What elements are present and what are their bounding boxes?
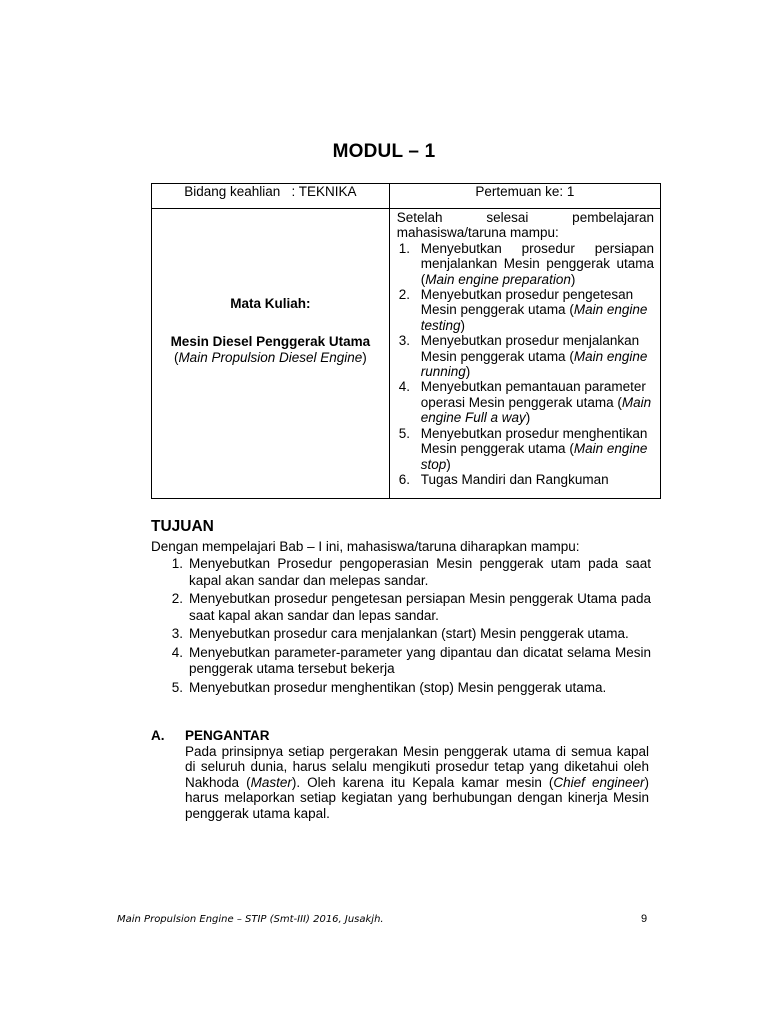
objectives-list [397,241,654,488]
course-subtitle [152,350,389,366]
page-number: 9 [641,913,648,925]
list-item: 3. Menyebutkan prosedur cara menjalankan (start) Mesin penggerak utama. [171,626,629,641]
bidang-keahlian-text: Bidang keahlian : TEKNIKA [184,184,357,199]
list-item: 2. Menyebutkan prosedur pengetesan Mesin penggerak utama (Main engine testing) [398,287,648,333]
list-item: 1. Menyebutkan prosedur persiapan menjalankan Mesin penggerak utama (Main engine preparation) [398,240,654,287]
list-item: 5. Menyebutkan prosedur menghentikan (stop) Mesin penggerak utama. [171,679,607,695]
paren-close: ) [362,350,367,365]
course-subtitle-english: Main Propulsion Diesel Engine [178,350,363,365]
tujuan-heading: TUJUAN [151,518,214,535]
bidang-keahlian-cell [152,184,390,209]
mata-kuliah-cell [152,209,390,499]
list-item: 6. Tugas Mandiri dan Rangkuman [398,471,609,487]
module-title: MODUL – 1 [332,141,436,162]
paren-open: ( [173,350,179,365]
list-item: 4. Menyebutkan parameter-parameter yang dipantau dan dicatat selama Mesin penggerak utama tersebut bekerja [171,644,651,676]
section-a-paragraph: Pada prinsipnya setiap pergerakan Mesin penggerak utama di semua kapal di seluruh dunia, harus selalu mengikuti prosedur tetap yang diketahui oleh Nakhoda (Master). Oleh karena itu Kepala kamar mesin (Chief engineer) harus melaporkan setiap kegiatan yang berhubungan dengan kinerja Mesin penggerak utama kapal. [185,744,649,821]
tujuan-list [151,556,651,698]
list-item: 4. Menyebutkan pemantauan parameter operasi Mesin penggerak utama (Main engine Full a way) [398,379,652,426]
objectives-cell [389,209,660,499]
list-item: 1. Menyebutkan Prosedur pengoperasian Mesin penggerak utam pada saat kapal akan sandar dan melepas sandar. [171,556,651,588]
tujuan-intro: Dengan mempelajari Bab – I ini, mahasiswa/taruna diharapkan mampu: [151,539,580,554]
course-info-table [151,183,661,499]
course-title: Mesin Diesel Penggerak Utama [170,334,371,349]
footer-text: Main Propulsion Engine – STIP (Smt-III) 2016, Jusakjh. [117,914,384,925]
list-item: 2. Menyebutkan prosedur pengetesan persiapan Mesin penggerak Utama pada saat kapal akan sandar dan lepas sandar. [171,591,651,623]
objectives-intro-line2: mahasiswa/taruna mampu: [396,225,559,241]
section-a-letter: A. [151,728,165,743]
pertemuan-text: Pertemuan ke: 1 [475,184,575,199]
section-a-heading: PENGANTAR [185,728,270,743]
list-item: 3. Menyebutkan prosedur menjalankan Mesin penggerak utama (Main engine running) [398,333,648,380]
objectives-intro-line1: Setelah selesai pembelajaran [396,210,654,225]
list-item: 5. Menyebutkan prosedur menghentikan Mesin penggerak utama (Main engine stop) [398,425,648,472]
mata-kuliah-label: Mata Kuliah: [230,296,311,311]
pertemuan-cell [389,184,660,209]
